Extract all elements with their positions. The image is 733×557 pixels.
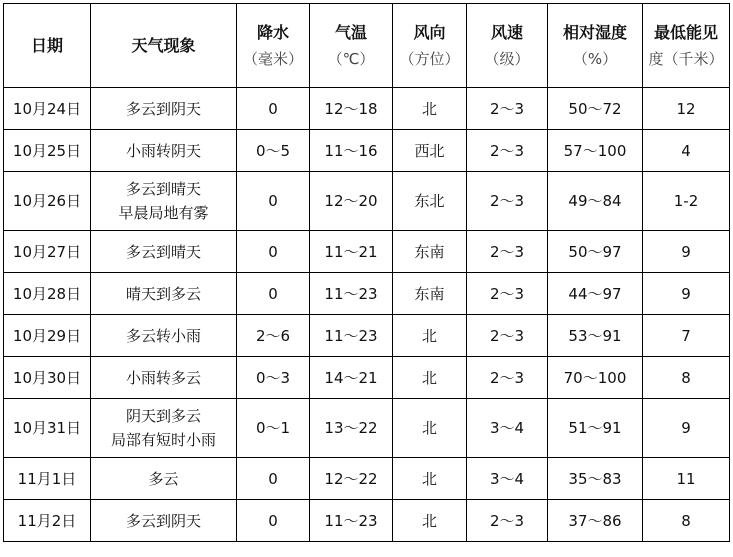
date-cell: 10月31日 (4, 399, 91, 458)
weather-forecast-table (3, 3, 730, 542)
date-cell: 10月25日 (4, 130, 91, 172)
visibility-cell: 8 (643, 500, 730, 542)
header-label: 风速 (490, 22, 523, 42)
humidity-cell: 70～100 (548, 357, 643, 399)
weather-line: 阴天到多云 (125, 407, 201, 425)
weather-line: 小雨转多云 (125, 368, 201, 387)
header-wind-speed (467, 4, 548, 88)
temperature-cell: 11～21 (310, 231, 393, 273)
weather-cell (91, 172, 237, 231)
date-cell: 10月27日 (4, 231, 91, 273)
weather-cell (91, 458, 237, 500)
weather-line: 多云到晴天 (125, 180, 201, 198)
visibility-cell: 9 (643, 231, 730, 273)
date-cell: 10月30日 (4, 357, 91, 399)
temperature-cell: 12～20 (310, 172, 393, 231)
header-visibility (643, 4, 730, 88)
weather-line: 多云 (148, 469, 179, 488)
table-row (4, 172, 730, 231)
date-cell: 10月26日 (4, 172, 91, 231)
table-header (4, 4, 730, 88)
header-label: 天气现象 (131, 36, 196, 55)
table-row (4, 500, 730, 542)
weather-line: 多云到晴天 (125, 242, 201, 261)
visibility-cell: 11 (643, 458, 730, 500)
header-unit: 度（千米） (648, 49, 724, 68)
wind-speed-cell: 2～3 (467, 500, 548, 542)
temperature-cell: 11～16 (310, 130, 393, 172)
header-unit: （%） (572, 49, 618, 68)
wind-direction-cell: 北 (393, 458, 467, 500)
precipitation-cell: 0 (237, 88, 310, 130)
visibility-cell: 8 (643, 357, 730, 399)
visibility-cell: 4 (643, 130, 730, 172)
wind-speed-cell: 3～4 (467, 458, 548, 500)
weather-cell (91, 273, 237, 315)
wind-direction-cell: 东南 (393, 231, 467, 273)
precipitation-cell: 2～6 (237, 315, 310, 357)
humidity-cell: 51～91 (548, 399, 643, 458)
visibility-cell: 9 (643, 399, 730, 458)
weather-cell (91, 231, 237, 273)
weather-line: 多云到阴天 (125, 99, 201, 118)
date-cell: 10月28日 (4, 273, 91, 315)
table-row (4, 231, 730, 273)
wind-direction-cell: 东北 (393, 172, 467, 231)
weather-line: 局部有短时小雨 (110, 431, 216, 449)
table-row (4, 130, 730, 172)
humidity-cell: 50～72 (548, 88, 643, 130)
visibility-cell: 12 (643, 88, 730, 130)
wind-direction-cell: 北 (393, 315, 467, 357)
weather-line: 小雨转阴天 (125, 141, 201, 160)
header-unit: （方位） (399, 49, 460, 68)
precipitation-cell: 0～1 (237, 399, 310, 458)
wind-speed-cell: 2～3 (467, 273, 548, 315)
wind-direction-cell: 北 (393, 500, 467, 542)
precipitation-cell: 0 (237, 458, 310, 500)
forecast-table-container (3, 3, 730, 542)
date-cell: 11月1日 (4, 458, 91, 500)
header-label: 风向 (413, 22, 446, 42)
header-wind-dir (393, 4, 467, 88)
humidity-cell: 44～97 (548, 273, 643, 315)
wind-direction-cell: 北 (393, 88, 467, 130)
header-humidity (548, 4, 643, 88)
date-cell: 10月24日 (4, 88, 91, 130)
wind-speed-cell: 2～3 (467, 357, 548, 399)
weather-cell (91, 500, 237, 542)
temperature-cell: 11～23 (310, 500, 393, 542)
wind-speed-cell: 2～3 (467, 88, 548, 130)
visibility-cell: 9 (643, 273, 730, 315)
table-row (4, 88, 730, 130)
weather-cell (91, 399, 237, 458)
wind-speed-cell: 2～3 (467, 130, 548, 172)
precipitation-cell: 0～3 (237, 357, 310, 399)
header-unit: （级） (484, 49, 530, 68)
header-weather (91, 4, 237, 88)
weather-line: 晴天到多云 (125, 284, 201, 303)
header-label: 降水 (256, 22, 289, 42)
humidity-cell: 35～83 (548, 458, 643, 500)
temperature-cell: 13～22 (310, 399, 393, 458)
header-precip (237, 4, 310, 88)
header-row (4, 4, 730, 88)
table-row (4, 399, 730, 458)
visibility-cell: 1-2 (643, 172, 730, 231)
wind-speed-cell: 2～3 (467, 172, 548, 231)
weather-line: 多云到阴天 (125, 511, 201, 530)
date-cell: 10月29日 (4, 315, 91, 357)
wind-direction-cell: 东南 (393, 273, 467, 315)
wind-direction-cell: 北 (393, 357, 467, 399)
humidity-cell: 50～97 (548, 231, 643, 273)
precipitation-cell: 0 (237, 231, 310, 273)
wind-speed-cell: 3～4 (467, 399, 548, 458)
wind-direction-cell: 西北 (393, 130, 467, 172)
temperature-cell: 11～23 (310, 315, 393, 357)
temperature-cell: 14～21 (310, 357, 393, 399)
precipitation-cell: 0 (237, 500, 310, 542)
header-label: 相对湿度 (562, 22, 627, 42)
wind-speed-cell: 2～3 (467, 315, 548, 357)
temperature-cell: 12～18 (310, 88, 393, 130)
header-label: 最低能见 (653, 22, 718, 42)
table-row (4, 273, 730, 315)
humidity-cell: 49～84 (548, 172, 643, 231)
table-row (4, 315, 730, 357)
weather-line: 多云转小雨 (125, 326, 201, 345)
header-unit: （毫米） (242, 49, 303, 68)
weather-line: 早晨局地有雾 (118, 204, 209, 222)
precipitation-cell: 0 (237, 172, 310, 231)
header-label: 日期 (30, 36, 63, 55)
weather-cell (91, 88, 237, 130)
precipitation-cell: 0 (237, 273, 310, 315)
humidity-cell: 37～86 (548, 500, 643, 542)
header-date (4, 4, 91, 88)
wind-speed-cell: 2～3 (467, 231, 548, 273)
header-label: 气温 (334, 22, 367, 42)
visibility-cell: 7 (643, 315, 730, 357)
header-unit: （℃） (327, 49, 375, 68)
temperature-cell: 11～23 (310, 273, 393, 315)
precipitation-cell: 0～5 (237, 130, 310, 172)
humidity-cell: 57～100 (548, 130, 643, 172)
table-row (4, 357, 730, 399)
weather-cell (91, 315, 237, 357)
table-body (4, 88, 730, 542)
table-row (4, 458, 730, 500)
date-cell: 11月2日 (4, 500, 91, 542)
weather-cell (91, 130, 237, 172)
header-temp (310, 4, 393, 88)
temperature-cell: 12～22 (310, 458, 393, 500)
humidity-cell: 53～91 (548, 315, 643, 357)
wind-direction-cell: 北 (393, 399, 467, 458)
weather-cell (91, 357, 237, 399)
